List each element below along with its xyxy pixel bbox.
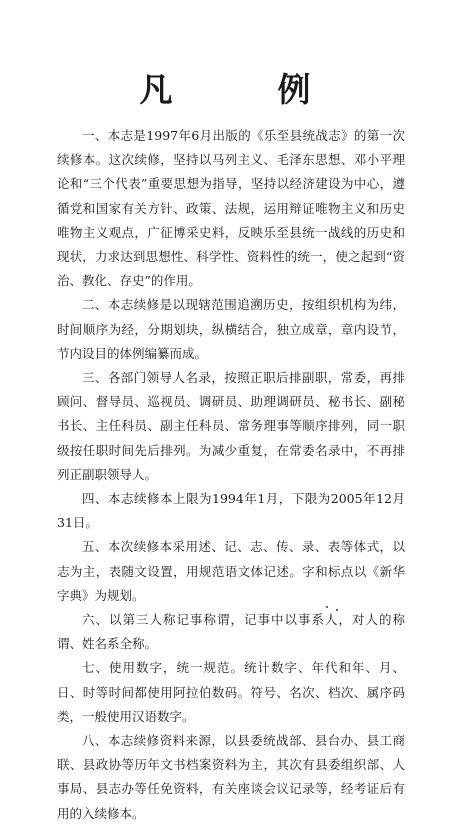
paragraph-7: 七、使用数字，统一规范。统计数字、年代和年、月、日、时等时间都使用阿拉伯数码。符号、名次、档次、属序码类，一般使用汉语数字。	[57, 660, 405, 724]
paragraph-1: 一、本志是1997年6月出版的《乐至县统战志》的第一次续修本。这次续修，坚持以马列主义、毛泽东思想、邓小平理论和“三个代表”重要思想为指导，坚持以经济建设为中心，遵循党和国家有关方针、政策、法规，运用辩证唯物主义和历史唯物主义观点，广征博采史料，反映乐至县统一战线的历史和现状，力求达到思想性、科学性、资料性的统一，使之起到“资治、教化、存史”的作用。	[57, 128, 405, 289]
paragraph-2: 二、本志续修是以现辖范围追溯历史，按组织机构为纬，时间顺序为经，分期划块，纵横结合，独立成章，章内设节，节内设目的体例编纂而成。	[57, 297, 405, 361]
paragraph-5: 五、本次续修本采用述、记、志、传、录、表等体式，以志为主，表随文设置，用规范语文体记述。字和标点以《新华字典》为规划。	[57, 539, 405, 603]
scan-speck	[326, 606, 328, 608]
paragraph-4: 四、本志续修本上限为1994年1月，下限为2005年12月31日。	[57, 491, 405, 531]
page-title: 凡 例	[139, 70, 347, 109]
paragraph-6: 六、以第三人称记事称谓，记事中以事系人，对人的称谓、姓名系全称。	[57, 612, 405, 652]
paragraph-3: 三、各部门领导人名录，按照正职后排副职，常委，再排顾问、督导员、巡视员、调研员、助理调研员、秘书长、副秘书长、主任科员、副主任科员、常务理事等顺序排列，同一职级按任职时间先后排列。为减少重复，在常委名录中，不再排列正副职领导人。	[57, 370, 405, 482]
paragraph-8: 八、本志续修资料来源，以县委统战部、县台办、县工商联、县政协等历年文书档案资料为主，其次有县委组织部、人事局、县志办等任免资料，有关座谈会议记录等，经考证后有用的入续修本。	[57, 733, 405, 821]
body-text	[57, 124, 405, 826]
scan-speck	[336, 609, 338, 611]
